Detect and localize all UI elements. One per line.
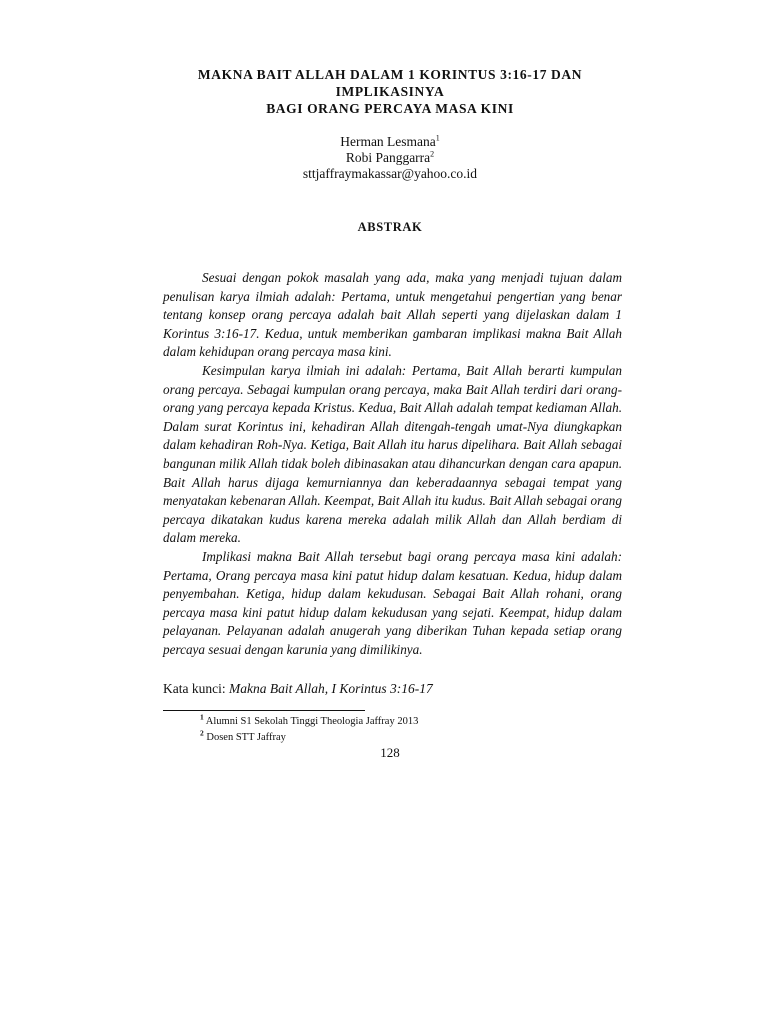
abstract-paragraph-1: Sesuai dengan pokok masalah yang ada, maka yang menjadi tujuan dalam penulisan karya ilmiah adalah: Pertama, untuk mengetahui pengertian yang benar tentang konsep orang percaya adalah bait Allah seperti yang dijelaskan dalam 1 Korintus 3:16-17. Kedua, untuk memberikan gambaran implikasi makna Bait Allah dalam kehidupan orang percaya masa kini. (163, 270, 622, 360)
author-2 (200, 150, 580, 166)
author-1 (200, 134, 580, 150)
footnote-text: Alumni S1 Sekolah Tinggi Theologia Jaffray 2013 (205, 716, 419, 727)
abstract-paragraph-3: Implikasi makna Bait Allah tersebut bagi orang percaya masa kini adalah: Pertama, Orang percaya masa kini patut hidup dalam kesatuan. Kedua, hidup dalam penyembahan. Ketiga, hidup dalam kekudusan. Sebagai Bait Allah rohani, orang percaya masa kini patut hidup dalam kekudusan yang sejati. Keempat, hidup dalam pelayanan. Pelayanan adalah anugerah yang diberikan Tuhan kepada setiap orang percaya sesuai dengan karunia yang dimilikinya. (163, 548, 622, 657)
footnote-mark: 1 (200, 712, 204, 722)
author-footnote-mark: 1 (435, 133, 440, 143)
author-name: Herman Lesmana (340, 134, 436, 149)
abstract-heading: ABSTRAK (357, 220, 423, 234)
title-line-1: MAKNA BAIT ALLAH DALAM 1 KORINTUS 3:16-17 DAN (197, 67, 583, 82)
keywords-line (163, 681, 622, 697)
keywords-label: Kata kunci: (163, 681, 226, 696)
author-name: Robi Panggarra (345, 150, 431, 165)
footnotes (200, 714, 560, 746)
title-line-3: BAGI ORANG PERCAYA MASA KINI (266, 101, 514, 116)
footnote-2 (200, 730, 560, 746)
abstract-paragraph-2: Kesimpulan karya ilmiah ini adalah: Pertama, Bait Allah berarti kumpulan orang percaya. Sebagai kumpulan orang percaya, maka Bait Allah terdiri dari orang-orang yang percaya kepada Kristus. Kedua, Bait Allah adalah tempat kediaman Allah. Dalam surat Korintus ini, kehadiran Allah ditengah-tengah umat-Nya diungkapkan dalam kehadiran Roh-Nya. Ketiga, Bait Allah itu harus dipelihara. Bait Allah sebagai bangunan milik Allah tidak boleh dibinasakan atau dihancurkan dengan cara apapun. Bait Allah harus dijaga kemurniannya dan keberadaannya sebagai tempat yang menyatakan kebenaran Allah. Keempat, Bait Allah itu kudus. Bait Allah sebagai orang percaya dikatakan kudus karena mereka adalah milik Allah dan Allah berdiam di dalam mereka. (163, 362, 622, 546)
author-block (200, 134, 580, 182)
page-number: 128 (380, 745, 400, 760)
footnote-text: Dosen STT Jaffray (206, 732, 286, 743)
footnote-1 (200, 714, 560, 730)
footnote-divider (163, 710, 365, 711)
footnote-mark: 2 (200, 728, 204, 738)
title-line-2: IMPLIKASINYA (335, 84, 445, 99)
keywords-values: Makna Bait Allah, I Korintus 3:16-17 (228, 681, 433, 696)
author-email: sttjaffraymakassar@yahoo.co.id (302, 166, 478, 181)
author-footnote-mark: 2 (430, 149, 435, 159)
abstract-body (163, 269, 622, 659)
paper-title (150, 66, 630, 117)
